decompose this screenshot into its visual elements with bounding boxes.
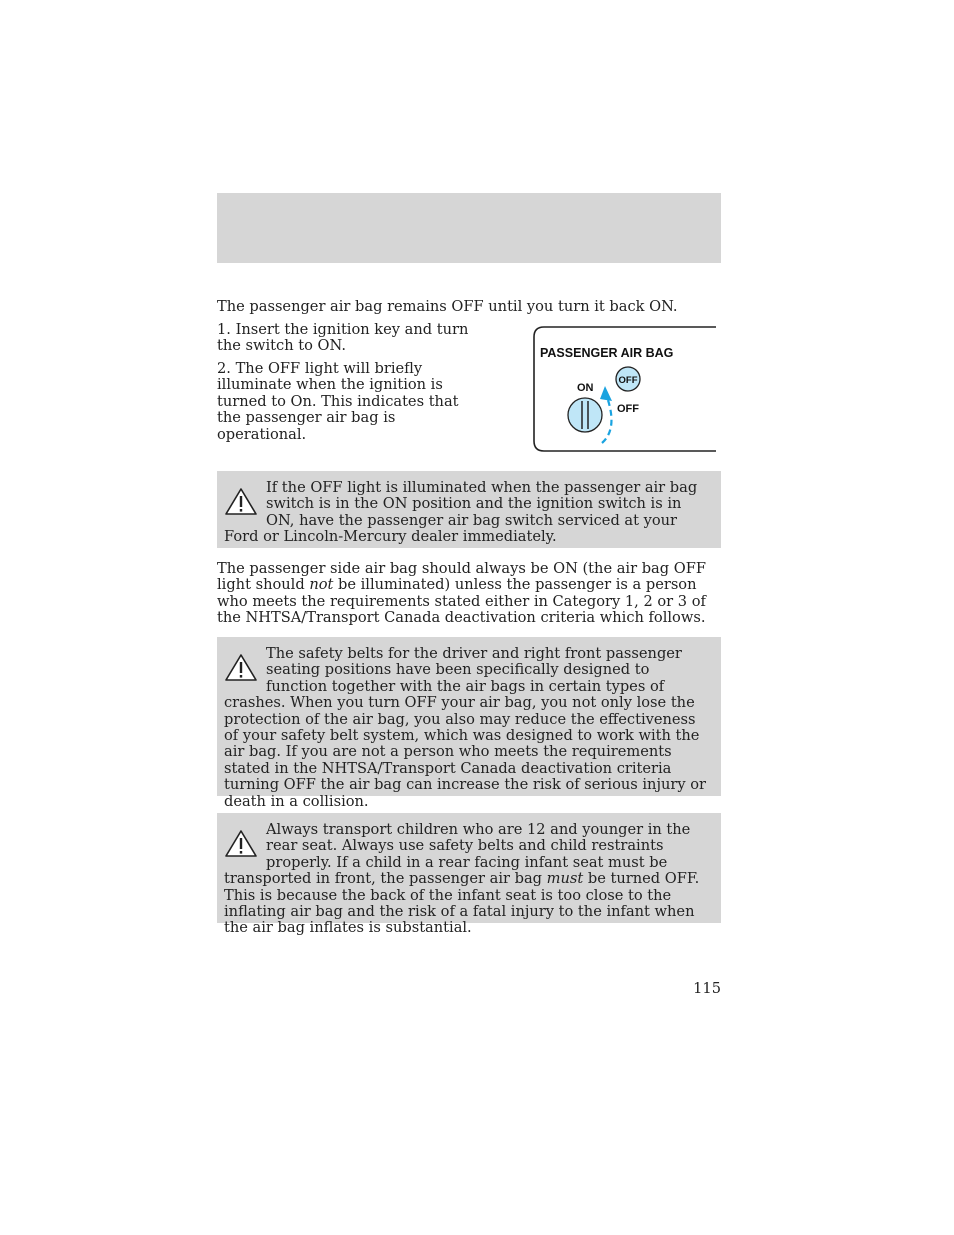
diagram-title: PASSENGER AIR BAG — [540, 346, 674, 360]
step-2-text: 2. The OFF light will briefly illuminate when the ignition is turned to On. This indicates that the passenger air bag is operational. — [217, 360, 459, 443]
warning-box-3 — [217, 813, 721, 937]
warning-triangle-icon — [224, 829, 258, 859]
on-label: ON — [577, 382, 594, 394]
emphasis-not: not — [309, 576, 334, 594]
warning-box-1 — [217, 471, 721, 548]
off-label: OFF — [617, 403, 639, 415]
step-1-text: 1. Insert the ignition key and turn the switch to ON. — [217, 321, 469, 355]
intro-text: The passenger air bag remains OFF until you turn it back ON. — [217, 298, 678, 315]
warning-text-2: The safety belts for the driver and right front passenger seating positions have been specifically designed to function together with the air bags in certain types of crashes. When you turn OFF your air bag, you not only lose the protection of the air bag, you also may reduce the effectiveness of your safety belt system, which was designed to work with the air bag. If you are not a person who meets the requirements stated in the NHTSA/Transport Canada deactivation criteria turning OFF the air bag can increase the risk of serious injury or death in a collision. — [224, 645, 706, 810]
section-header-band — [217, 193, 721, 263]
switch-knob — [568, 398, 602, 432]
emphasis-must: must — [546, 870, 584, 888]
off-indicator-label: OFF — [618, 375, 638, 386]
warning-triangle-icon — [224, 487, 258, 517]
warning-text-1: If the OFF light is illuminated when the passenger air bag switch is in the ON position and the ignition switch is in ON, have the passenger air bag switch serviced at your Ford or Lincoln-Mercury dealer immediately. — [224, 479, 698, 546]
page-number: 115 — [693, 980, 721, 997]
body-paragraph: The passenger side air bag should always be ON (the air bag OFF light should not be illuminated) unless the passenger is a person who meets the requirements stated either in Category 1, 2 or 3 of the NHTSA/Transport Canada deactivation criteria which follows. — [217, 560, 706, 627]
passenger-airbag-switch-diagram — [532, 325, 722, 453]
warning-triangle-icon — [224, 653, 258, 683]
turn-arrow-head — [600, 386, 612, 401]
turn-arrow — [602, 397, 611, 443]
warning-box-2 — [217, 637, 721, 810]
warning-text-3: Always transport children who are 12 and younger in the rear seat. Always use safety belts and child restraints properly. If a child in a rear facing infant seat must be transported in front, the passenger air bag must be turned OFF. This is because the back of the infant seat is too close to the inflating air bag and the risk of a fatal injury to the infant when the air bag inflates is substantial. — [224, 821, 700, 937]
